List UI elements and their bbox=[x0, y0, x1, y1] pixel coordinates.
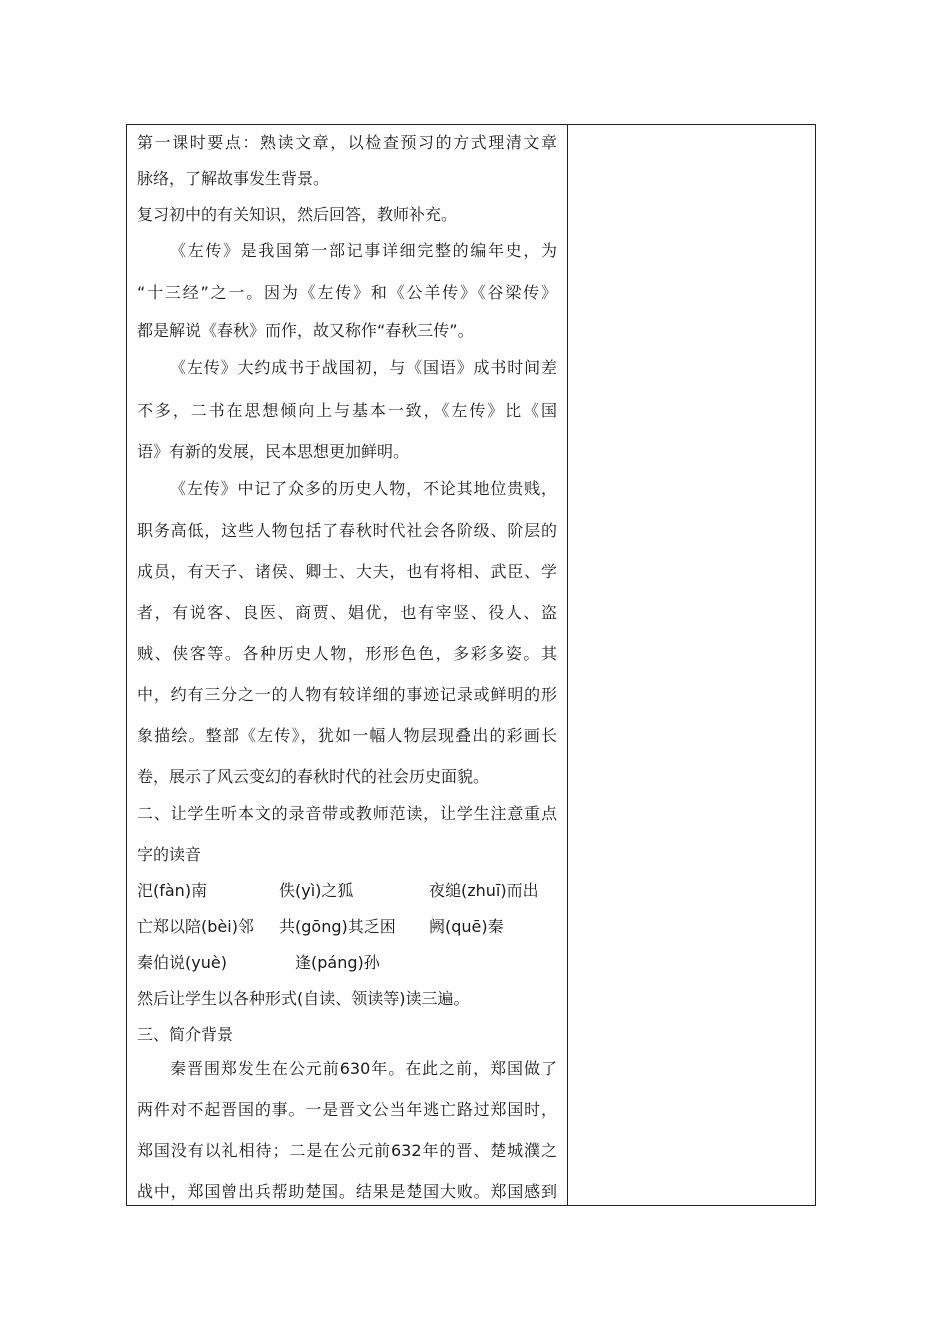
text-line: 卷，展示了风云变幻的春秋时代的社会历史面貌。 bbox=[137, 767, 490, 786]
pinyin-item: 佚(yì)之狐 bbox=[279, 881, 354, 900]
text-line: 秦晋围郑发生在公元前630年。在此之前，郑国做了 bbox=[170, 1059, 557, 1078]
text-line: 语》有新的发展，民本思想更加鲜明。 bbox=[137, 442, 410, 461]
pinyin-item: 共(gōng)其乏困 bbox=[279, 917, 396, 936]
text-line: 都是解说《春秋》而作，故又称作“春秋三传”。 bbox=[137, 321, 474, 340]
text-line: 战中，郑国曾出兵帮助楚国。结果是楚国大败。郑国感到 bbox=[137, 1182, 557, 1201]
text-line: 两件对不起晋国的事。一是晋文公当年逃亡路过郑国时， bbox=[137, 1100, 557, 1119]
lesson-content-cell bbox=[127, 125, 567, 1205]
lesson-table bbox=[126, 124, 816, 1206]
text-line: 者，有说客、良医、商贾、娼优，也有宰竖、役人、盗 bbox=[137, 603, 557, 622]
text-line: 二、让学生听本文的录音带或教师范读，让学生注意重点 bbox=[137, 804, 557, 823]
pinyin-item: 夜缒(zhuī)而出 bbox=[429, 881, 539, 900]
section-heading: 三、简介背景 bbox=[137, 1025, 234, 1044]
pinyin-item: 亡郑以陪(bèi)邻 bbox=[137, 917, 254, 936]
text-line: 然后让学生以各种形式(自读、领读等)读三遍。 bbox=[137, 989, 470, 1008]
notes-cell bbox=[568, 125, 815, 1205]
text-line: 中，约有三分之一的人物有较详细的事迹记录或鲜明的形 bbox=[137, 685, 557, 704]
text-line: 第一课时要点：熟读文章，以检查预习的方式理清文章 bbox=[137, 133, 557, 152]
pinyin-item: 秦伯说(yuè) bbox=[137, 953, 227, 972]
text-line: 字的读音 bbox=[137, 845, 202, 864]
text-line: 职务高低，这些人物包括了春秋时代社会各阶级、阶层的 bbox=[137, 521, 557, 540]
pinyin-item: 阙(quē)秦 bbox=[429, 917, 504, 936]
pinyin-item: 逢(páng)孙 bbox=[295, 953, 380, 972]
text-line: 复习初中的有关知识，然后回答，教师补充。 bbox=[137, 205, 458, 224]
text-line: 脉络，了解故事发生背景。 bbox=[137, 169, 330, 188]
text-line: 《左传》是我国第一部记事详细完整的编年史，为 bbox=[170, 241, 557, 260]
text-line: 贼、侠客等。各种历史人物，形形色色，多彩多姿。其 bbox=[137, 644, 557, 663]
text-line: “十三经”之一。因为《左传》和《公羊传》《谷梁传》 bbox=[137, 283, 557, 302]
pinyin-item: 汜(fàn)南 bbox=[137, 881, 208, 900]
text-line: 成员，有天子、诸侯、卿士、大夫，也有将相、武臣、学 bbox=[137, 562, 557, 581]
text-line: 《左传》大约成书于战国初，与《国语》成书时间差 bbox=[170, 358, 557, 377]
text-line: 郑国没有以礼相待；二是在公元前632年的晋、楚城濮之 bbox=[137, 1141, 557, 1160]
text-line: 象描绘。整部《左传》，犹如一幅人物层现叠出的彩画长 bbox=[137, 726, 557, 745]
text-line: 《左传》中记了众多的历史人物，不论其地位贵贱， bbox=[170, 479, 557, 498]
text-line: 不多，二书在思想倾向上与基本一致，《左传》比《国 bbox=[137, 401, 557, 420]
